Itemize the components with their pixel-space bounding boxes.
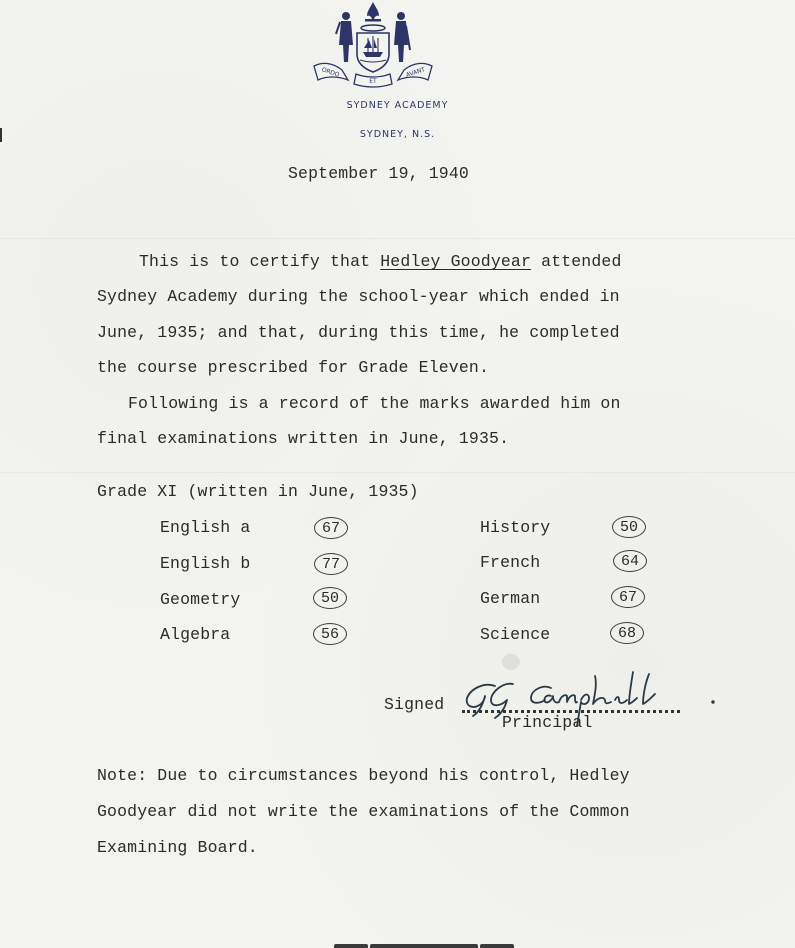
motto-middle: ET [369, 78, 377, 85]
subject-label: Geometry [160, 590, 241, 609]
subject-label: History [480, 518, 551, 537]
subject-label: French [480, 553, 541, 572]
mark-circle: 67 [314, 517, 348, 539]
body-line-3: June, 1935; and that, during this time, he completed [97, 323, 620, 342]
school-crest-logo [312, 0, 434, 92]
certify-suffix: attended [541, 252, 622, 271]
note-line-3: Examining Board. [97, 838, 258, 857]
note-line-1: Note: Due to circumstances beyond his control, Hedley [97, 766, 630, 785]
body-line-5: Following is a record of the marks awarded him on [128, 394, 621, 413]
mark-circle: 68 [610, 622, 644, 644]
mark-circle: 50 [313, 587, 347, 609]
signed-label: Signed [384, 695, 445, 714]
body-line-6: final examinations written in June, 1935. [97, 429, 510, 448]
viewer-tab [370, 944, 478, 948]
mark-circle: 50 [612, 516, 646, 538]
mark-circle: 56 [313, 623, 347, 645]
paper-fold [0, 238, 795, 239]
body-line-1 [139, 252, 622, 271]
mark-circle: 64 [613, 550, 647, 572]
paper-fold [0, 472, 795, 473]
school-name: SYDNEY ACADEMY [346, 100, 449, 111]
mark-circle: 77 [314, 553, 348, 575]
grades-heading: Grade XI (written in June, 1935) [97, 482, 419, 501]
school-location: SYDNEY, N.S. [359, 129, 436, 140]
student-name: Hedley Goodyear [380, 252, 532, 271]
body-line-2: Sydney Academy during the school-year which ended in [97, 287, 620, 306]
certify-prefix: This is to certify that [139, 252, 371, 271]
motto-right: AVANT [405, 66, 426, 79]
viewer-tab [480, 944, 514, 948]
subject-label: English a [160, 518, 251, 537]
subject-label: German [480, 589, 541, 608]
letter-date: September 19, 1940 [288, 164, 469, 183]
subject-label: English b [160, 554, 251, 573]
viewer-tab [334, 944, 368, 948]
subject-label: Science [480, 625, 551, 644]
body-line-4: the course prescribed for Grade Eleven. [97, 358, 490, 377]
principal-title: Principal [502, 713, 593, 732]
subject-label: Algebra [160, 625, 231, 644]
motto-left: ORDO [320, 66, 341, 79]
mark-circle: 67 [611, 586, 645, 608]
note-line-2: Goodyear did not write the examinations of the Common [97, 802, 630, 821]
